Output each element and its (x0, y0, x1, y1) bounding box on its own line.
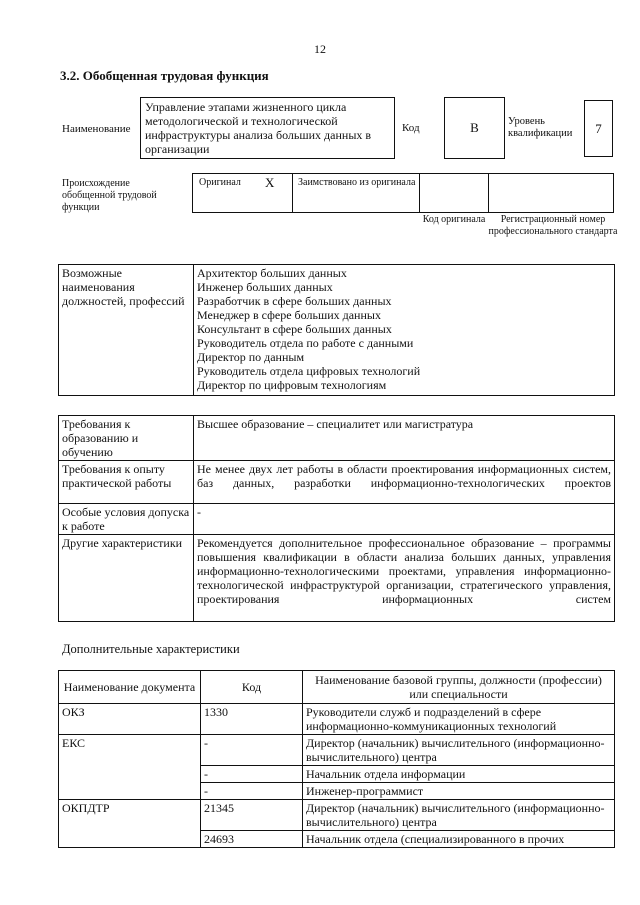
origin-borrowed-cell (292, 173, 420, 213)
origin-reg-caption: Регистрационный номер профессионального стандарта (488, 214, 618, 237)
row-code: - (201, 735, 303, 766)
position-item: Руководитель отдела цифровых технологий (197, 364, 421, 378)
position-item: Инженер больших данных (197, 280, 333, 294)
name-value: Управление этапами жизненного цикла методологической и технологической инфраструктуры анализа больших данных в организации (140, 97, 395, 159)
code-label: Код (402, 122, 420, 134)
other-value: Рекомендуется дополнительное профессиональное образование – программы повышения квалификации в области анализа больших данных, управления информационно-технологическими проектами, управления информационно-технологической инфраструктурой организации, стратегического управления, проектирования информационных систем (194, 535, 615, 622)
position-item: Руководитель отдела по работе с данными (197, 336, 414, 350)
row-code: 1330 (201, 704, 303, 735)
origin-original: Оригинал (199, 177, 241, 188)
row-name: Руководители служб и подразделений в сфере информационно-коммуникационных технологий (303, 704, 615, 735)
position-item: Менеджер в сфере больших данных (197, 308, 381, 322)
row-name: Начальник отдела информации (303, 766, 615, 783)
other-label: Другие характеристики (59, 535, 194, 622)
position-item: Директор по цифровым технологиям (197, 378, 387, 392)
origin-original-cell (192, 173, 293, 213)
col-code-header: Код (201, 671, 303, 704)
name-label: Наименование (62, 123, 131, 135)
positions-table (58, 264, 615, 396)
position-item: Директор по данным (197, 350, 305, 364)
row-name: Инженер-программист (303, 783, 615, 800)
doc-okpdtr: ОКПДТР (59, 800, 201, 848)
position-item: Разработчик в сфере больших данных (197, 294, 392, 308)
exp-value: Не менее двух лет работы в области проектирования информационных систем, баз данных, разработки информационно-технологических проектов (194, 461, 615, 504)
additional-table (58, 670, 615, 848)
table-row (59, 800, 615, 831)
origin-label: Происхождение обобщенной трудовой функции (62, 178, 157, 213)
level-label: Уровень квалификации (508, 116, 573, 139)
positions-list (194, 265, 615, 396)
position-item: Архитектор больших данных (197, 266, 347, 280)
row-code: 24693 (201, 831, 303, 848)
origin-reg-cell (488, 173, 614, 213)
special-label: Особые условия допуска к работе (59, 504, 194, 535)
origin-code-caption: Код оригинала (422, 214, 486, 225)
table-row (59, 704, 615, 735)
row-code: - (201, 766, 303, 783)
row-name: Директор (начальник) вычислительного (информационно-вычислительного) центра (303, 800, 615, 831)
origin-code-cell (419, 173, 489, 213)
col-name-header: Наименование базовой группы, должности (профессии) или специальности (303, 671, 615, 704)
additional-title: Дополнительные характеристики (62, 642, 240, 656)
row-name: Директор (начальник) вычислительного (информационно-вычислительного) центра (303, 735, 615, 766)
origin-borrowed: Заимствовано из оригинала (298, 177, 416, 188)
positions-label: Возможные наименования должностей, профессий (59, 265, 194, 396)
origin-mark: X (265, 175, 275, 190)
doc-eks: ЕКС (59, 735, 201, 800)
level-value: 7 (584, 100, 613, 157)
col-doc-header: Наименование документа (59, 671, 201, 704)
section-title: 3.2. Обобщенная трудовая функция (60, 68, 269, 83)
special-value: - (194, 504, 615, 535)
row-code: 21345 (201, 800, 303, 831)
code-value: B (444, 97, 505, 159)
requirements-table (58, 415, 615, 622)
exp-label: Требования к опыту практической работы (59, 461, 194, 504)
row-code: - (201, 783, 303, 800)
edu-label: Требования к образованию и обучению (59, 416, 194, 461)
doc-okz: ОКЗ (59, 704, 201, 735)
edu-value: Высшее образование – специалитет или магистратура (194, 416, 615, 461)
table-row (59, 735, 615, 766)
page-number: 12 (314, 42, 326, 56)
row-name: Начальник отдела (специализированного в прочих (303, 831, 615, 848)
position-item: Консультант в сфере больших данных (197, 322, 392, 336)
